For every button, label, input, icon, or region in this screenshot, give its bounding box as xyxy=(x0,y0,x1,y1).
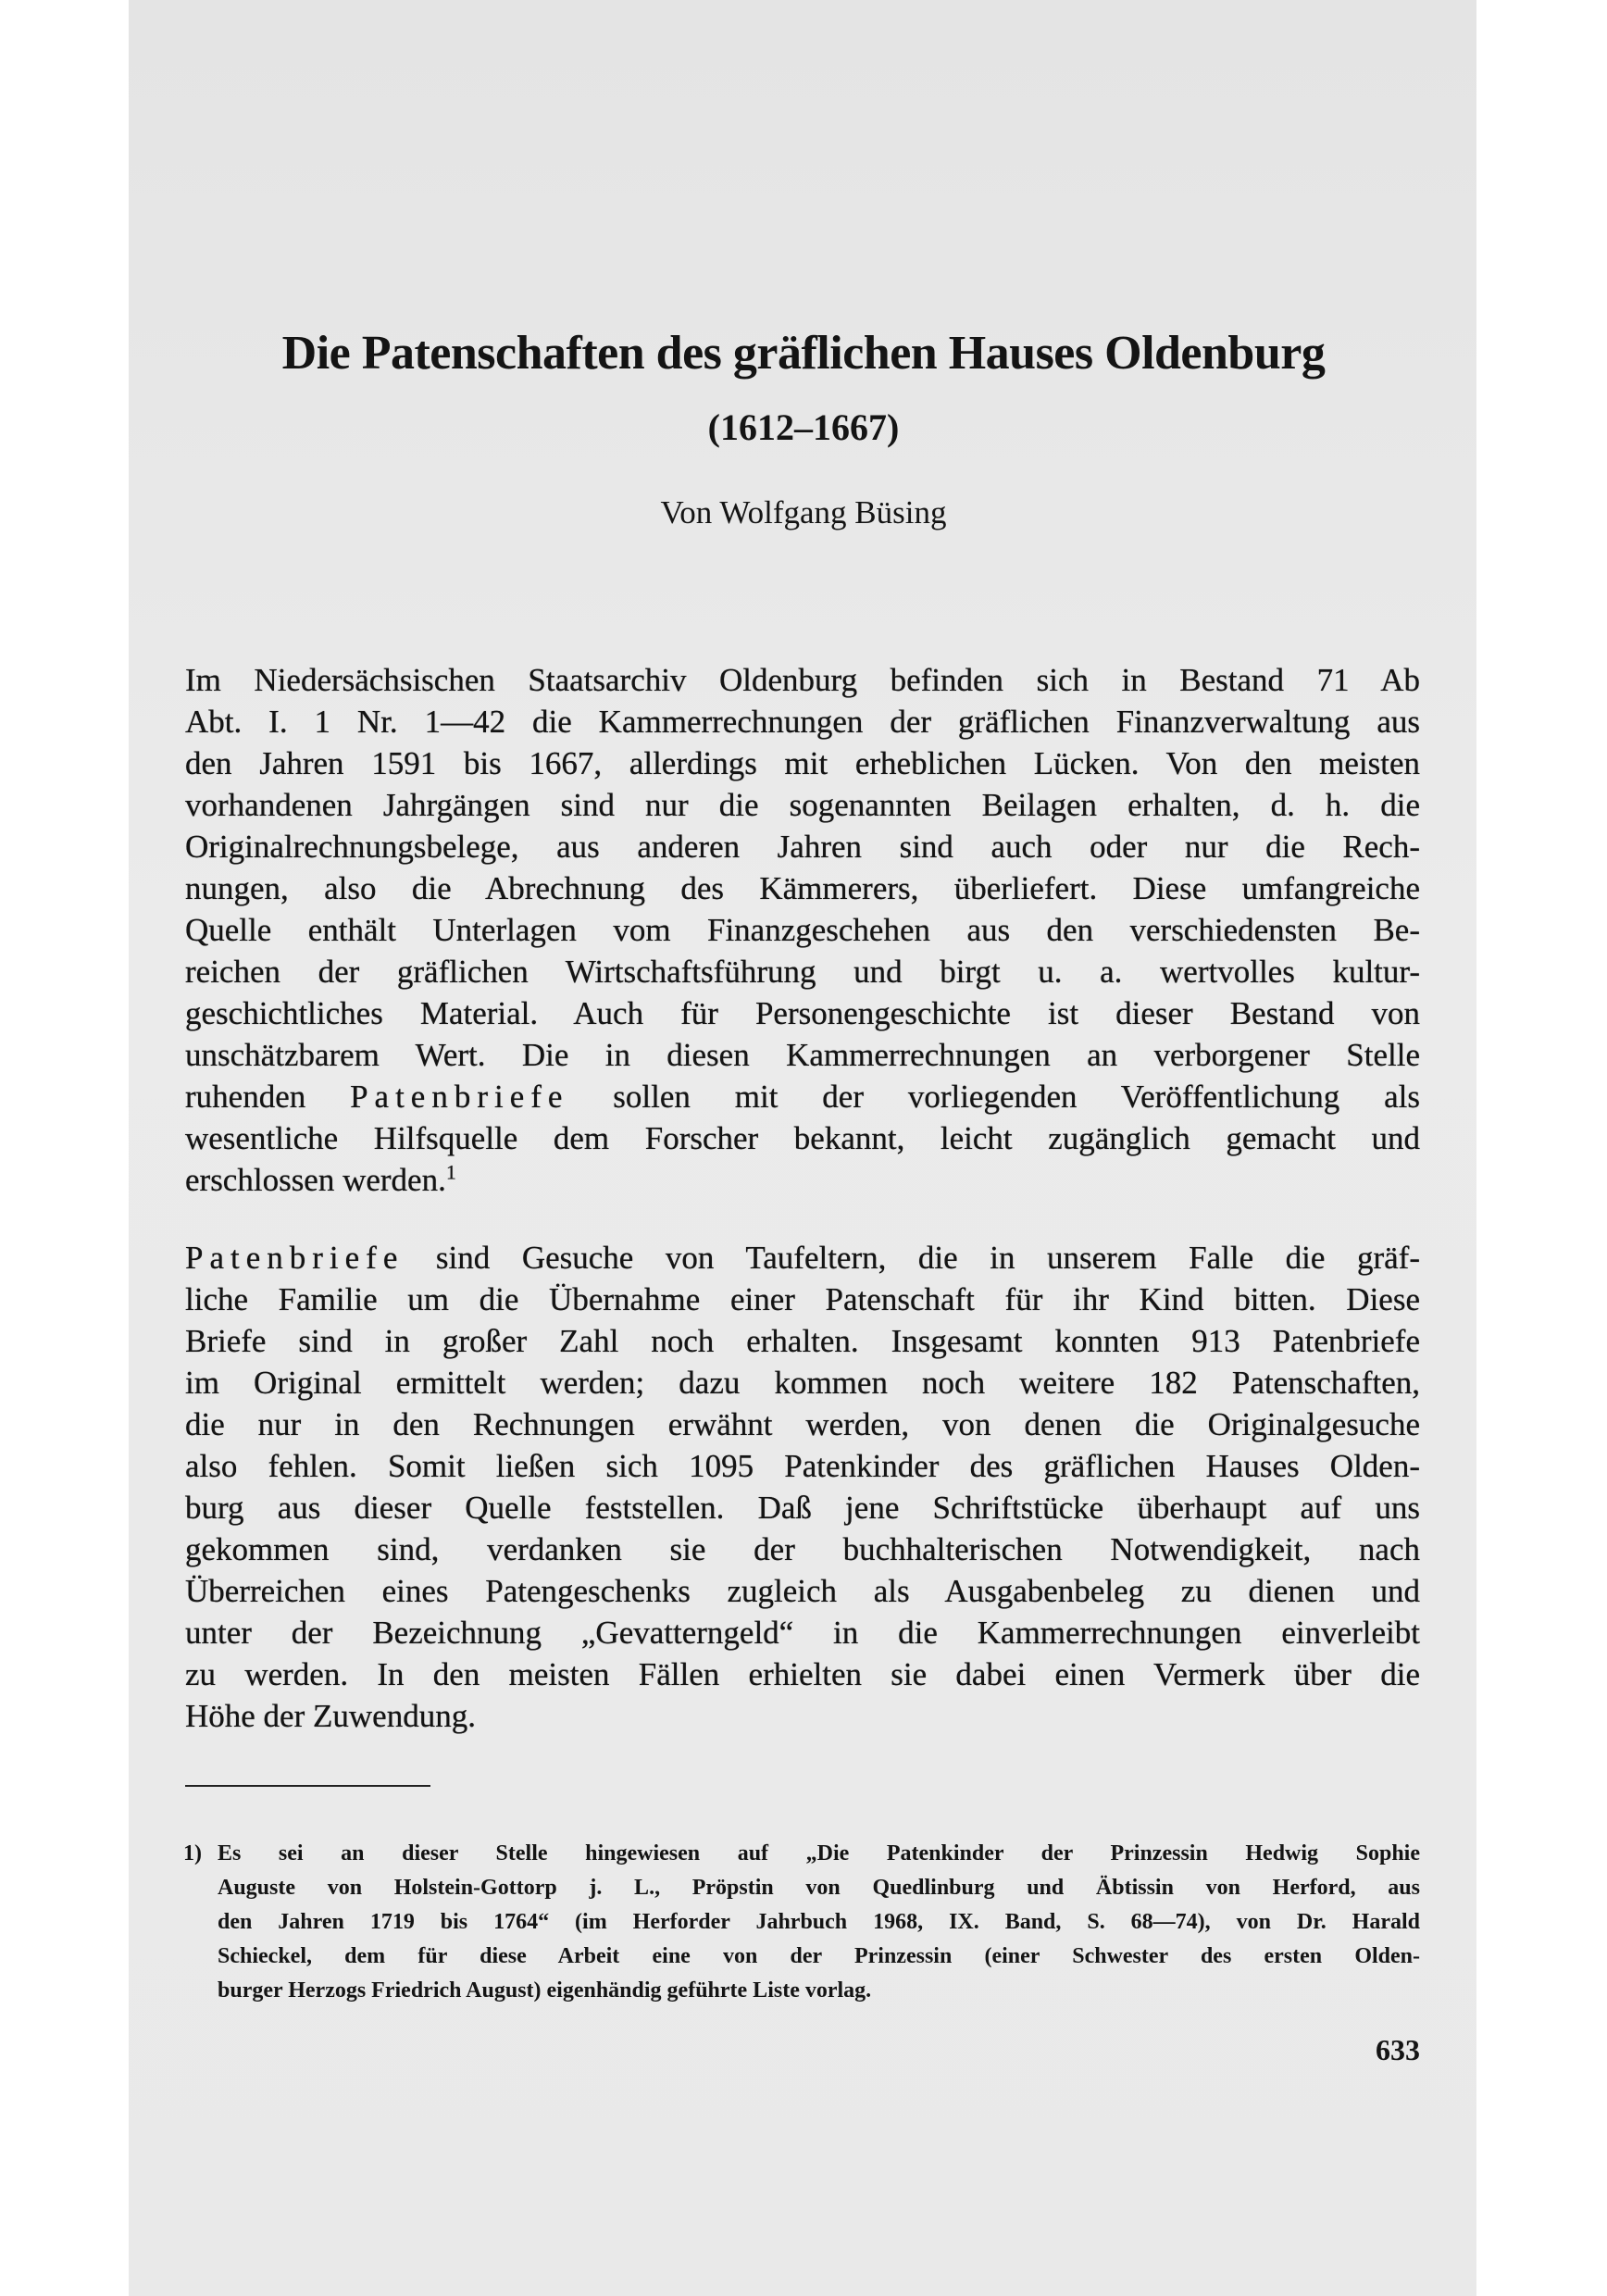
text-segment: Überreichen eines Patengeschenks zugleich als Ausgabenbeleg zu dienen und xyxy=(185,1573,1420,1609)
footnote-text: den Jahren 1719 bis 1764“ (im Herforder Jahrbuch 1968, IX. Band, S. 68—74), von Dr. Harald xyxy=(218,1910,1420,1934)
footnote-text: burger Herzogs Friedrich August) eigenhändig geführte Liste vorlag. xyxy=(218,1978,872,2003)
text-segment: unter der Bezeichnung „Gevatterngeld“ in die Kammerrechnungen einverleibt xyxy=(185,1615,1420,1651)
text-segment: die nur in den Rechnungen erwähnt werden, von denen die Originalgesuche xyxy=(185,1406,1420,1442)
paragraph-1 xyxy=(185,659,1420,1201)
footnote-text: Auguste von Holstein-Gottorp j. L., Pröpstin von Quedlinburg und Äbtissin von Herford, aus xyxy=(218,1876,1420,1900)
text-segment: Abt. I. 1 Nr. 1—42 die Kammerrechnungen der gräflichen Finanzverwaltung aus xyxy=(185,704,1420,740)
text-line xyxy=(185,1159,1420,1201)
text-line xyxy=(185,1076,1420,1117)
text-line xyxy=(185,1570,1420,1612)
text-line xyxy=(185,784,1420,826)
footnote-line xyxy=(183,1871,1420,1905)
text-line xyxy=(185,1653,1420,1695)
footnote-divider xyxy=(185,1785,430,1787)
text-line xyxy=(185,1320,1420,1362)
text-line xyxy=(185,1404,1420,1445)
text-line xyxy=(185,1695,1420,1737)
text-line xyxy=(185,1117,1420,1159)
text-segment: also fehlen. Somit ließen sich 1095 Patenkinder des gräflichen Hauses Olden- xyxy=(185,1448,1420,1484)
text-segment: reichen der gräflichen Wirtschaftsführung und birgt u. a. wertvolles kultur- xyxy=(185,954,1420,990)
text-line xyxy=(185,909,1420,951)
text-segment: erschlossen werden. xyxy=(185,1162,446,1198)
article-author: Von Wolfgang Büsing xyxy=(660,494,947,530)
text-line xyxy=(185,1612,1420,1653)
footnote xyxy=(183,1837,1420,2008)
text-line xyxy=(185,1034,1420,1076)
text-segment: sind Gesuche von Taufeltern, die in unserem Falle die gräf- xyxy=(404,1240,1420,1276)
text-segment: gekommen sind, verdanken sie der buchhalterischen Notwendigkeit, nach xyxy=(185,1531,1420,1567)
text-segment: Höhe der Zuwendung. xyxy=(185,1698,476,1734)
text-line xyxy=(185,1487,1420,1529)
footnote-line xyxy=(183,1974,1420,2008)
text-segment: wesentliche Hilfsquelle dem Forscher bekannt, leicht zugänglich gemacht und xyxy=(185,1120,1420,1156)
text-segment: unschätzbarem Wert. Die in diesen Kammerrechnungen an verborgener Stelle xyxy=(185,1037,1420,1073)
footnote-mark: 1) xyxy=(183,1841,202,1866)
text-segment: den Jahren 1591 bis 1667, allerdings mit erheblichen Lücken. Von den meisten xyxy=(185,745,1420,781)
text-segment: Im Niedersächsischen Staatsarchiv Oldenburg befinden sich in Bestand 71 Ab xyxy=(185,662,1420,698)
article-date-range: (1612–1667) xyxy=(707,406,900,448)
text-segment: im Original ermittelt werden; dazu kommen noch weitere 182 Patenschaften, xyxy=(185,1365,1420,1401)
text-line xyxy=(185,742,1420,784)
text-segment: sollen mit der vorliegenden Veröffentlichung als xyxy=(568,1079,1420,1115)
page-number: 633 xyxy=(1376,2033,1420,2066)
footnote-line xyxy=(183,1940,1420,1974)
text-segment: liche Familie um die Übernahme einer Patenschaft für ihr Kind bitten. Diese xyxy=(185,1281,1420,1317)
text-line xyxy=(185,867,1420,909)
text-line xyxy=(185,1362,1420,1404)
footnote-text: Es sei an dieser Stelle hingewiesen auf „Die Patenkinder der Prinzessin Hedwig Sophie xyxy=(218,1841,1420,1866)
emphasized-term: Patenbriefe xyxy=(350,1079,569,1115)
text-line xyxy=(185,1529,1420,1570)
text-line xyxy=(185,1237,1420,1279)
text-segment: Briefe sind in großer Zahl noch erhalten. Insgesamt konnten 913 Patenbriefe xyxy=(185,1323,1420,1359)
emphasized-term: Patenbriefe xyxy=(185,1240,405,1276)
text-segment: geschichtliches Material. Auch für Personengeschichte ist dieser Bestand von xyxy=(185,995,1420,1031)
text-line xyxy=(185,992,1420,1034)
text-line xyxy=(185,826,1420,867)
footnote-reference: 1 xyxy=(445,1160,456,1184)
paragraph-2 xyxy=(185,1237,1420,1737)
text-line xyxy=(185,1445,1420,1487)
text-segment: ruhenden xyxy=(185,1079,351,1115)
text-segment: Originalrechnungsbelege, aus anderen Jahren sind auch oder nur die Rech- xyxy=(185,829,1420,865)
text-segment: burg aus dieser Quelle feststellen. Daß jene Schriftstücke überhaupt auf uns xyxy=(185,1490,1420,1526)
text-line xyxy=(185,951,1420,992)
text-line xyxy=(185,701,1420,742)
text-segment: Quelle enthält Unterlagen vom Finanzgeschehen aus den verschiedensten Be- xyxy=(185,912,1420,948)
text-segment: vorhandenen Jahrgängen sind nur die sogenannten Beilagen erhalten, d. h. die xyxy=(185,787,1420,823)
text-line xyxy=(185,659,1420,701)
text-line xyxy=(185,1279,1420,1320)
text-segment: nungen, also die Abrechnung des Kämmerers, überliefert. Diese umfangreiche xyxy=(185,870,1420,906)
text-segment: zu werden. In den meisten Fällen erhielten sie dabei einen Vermerk über die xyxy=(185,1656,1420,1692)
article-title: Die Patenschaften des gräflichen Hauses Oldenburg xyxy=(281,327,1326,380)
footnote-line xyxy=(183,1905,1420,1940)
footnote-line xyxy=(183,1837,1420,1871)
footnote-text: Schieckel, dem für diese Arbeit eine von der Prinzessin (einer Schwester des ersten Olden- xyxy=(218,1944,1420,1968)
